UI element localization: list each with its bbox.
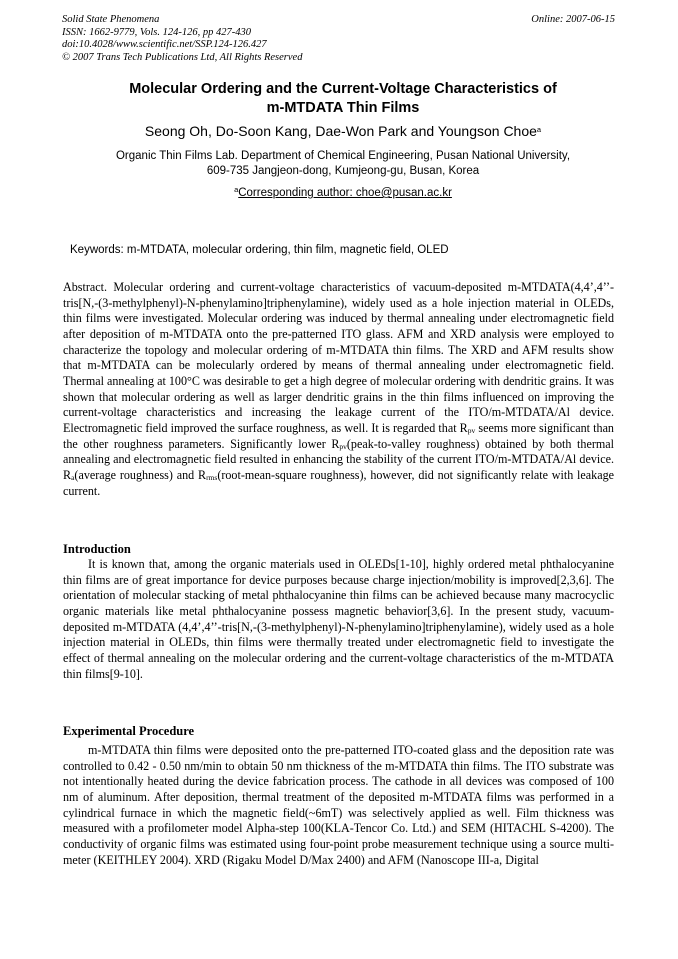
introduction-heading: Introduction [63, 542, 131, 556]
paper-title [80, 80, 606, 118]
corresponding-author [60, 186, 626, 200]
title-line-1: Molecular Ordering and the Current-Voltage Characteristics of [129, 81, 557, 97]
author-list [60, 122, 626, 140]
corresponding-mark: a [234, 185, 239, 194]
experimental-paragraph: m-MTDATA thin films were deposited onto the pre-patterned ITO-coated glass and the deposition rate was controlled to 0.42 - 0.50 nm/min to obtain 50 nm thickness of the m-MTDATA thin films. The ITO substrate was not intentionally heated during the device fabrication process. The cathode in all devices was composed of 100 nm of aluminum. After deposition, thermal treatment of the deposited m-MTDATA films was performed in a cylindrical furnace in which the magnetic field(~6mT) was selectively applied as well. Film thickness was measured with a profilometer model Alpha-step 100(KLA-Tencor Co. Ltd.) and SEM (HITACHL S-4200). The conductivity of organic films was estimated using four-point probe measurement technique using a source multi-meter (KEITHLEY 2004). XRD (Rigaku Model D/Max 2400) and AFM (Nanoscope III-a, Digital [63, 743, 614, 867]
introduction-paragraph: It is known that, among the organic materials used in OLEDs[1-10], highly ordered metal phthalocyanine thin films are of great importance for device purposes because charge injection/mobility is improved[2,3,6]. The orientation of molecular stacking of metal phthalocyanine thin films can be achieved because many macrocyclic organic materials like metal phthalocyanine possess magnetic behavior[3,6]. In the present study, vacuum-deposited m-MTDATA (4,4’,4’’-tris[N,-(3-methylphenyl)-N-phenylamino]triphenylamine), widely used as a hole injection material in OLEDs, thin films were thermally treated under electromagnetic field to investigate the effect of thermal annealing on the molecular ordering and the current-voltage characteristics of the m-MTDATA thin films[9-10]. [63, 557, 614, 681]
affiliation [70, 149, 616, 179]
copyright-line: © 2007 Trans Tech Publications Ltd, All Rights Reserved [62, 51, 303, 63]
experimental-heading: Experimental Procedure [63, 724, 195, 738]
issn-line: ISSN: 1662-9779, Vols. 124-126, pp 427-430 [62, 26, 251, 38]
online-date: Online: 2007-06-15 [531, 14, 615, 25]
affiliation-line-2: 609-735 Jangjeon-dong, Kumjeong-gu, Busan, Korea [206, 165, 480, 177]
corresponding-email-link[interactable]: Corresponding author: choe@pusan.ac.kr [238, 187, 452, 199]
affiliation-line-1: Organic Thin Films Lab. Department of Chemical Engineering, Pusan National University, [115, 150, 571, 162]
abstract-paragraph: Abstract. Molecular ordering and current-voltage characteristics of vacuum-deposited m-MTDATA(4,4’,4’’-tris[N,-(3-methylphenyl)-N-phenylamino]triphenylamine), widely used as a hole injection material in OLEDs, thin films were investigated. Molecular ordering was induced by thermal annealing under electromagnetic field after deposition of m-MTDATA onto the pre-patterned ITO glass. AFM and XRD analysis were employed to characterize the topology and molecular ordering of m-MTDATA thin films. The XRD and AFM results show that m-MTDATA can be molecularly ordered by means of thermal annealing under electromagnetic field. Thermal annealing at 100°C was desirable to get a high degree of molecular ordering with dendritic grains. It was shown that molecular ordering as well as larger dendritic grains in the thin films influenced on improving the current-voltage characteristics and increasing the leakage current of the ITO/m-MTDATA/Al device. Electromagnetic field improved the surface roughness, as well. It is regarded that $R_{pv}$ seems more significant than the other roughness parameters. Significantly lower $R_{pv}(peak-to$-valley roughness) obtained by both thermal annealing and electromagnetic field resulted in enhancing the stability of the current ITO/m-MTDATA/Al device. $R_a(average$ roughness) and $R_{rms}(root-mean$-square roughness), however, did not significantly relate with leakage current. [63, 280, 614, 498]
author-names: Seong Oh, Do-Soon Kang, Dae-Won Park and Youngson Choe [144, 123, 537, 139]
doi-line: doi:10.4028/www.scientific.net/SSP.124-126.427 [62, 39, 267, 50]
journal-name: Solid State Phenomena [62, 14, 160, 25]
author-affil-mark: a [536, 125, 542, 134]
title-line-2: m-MTDATA Thin Films [266, 100, 420, 116]
journal-header [62, 14, 302, 64]
keywords: Keywords: m-MTDATA, molecular ordering, thin film, magnetic field, OLED [70, 244, 449, 256]
